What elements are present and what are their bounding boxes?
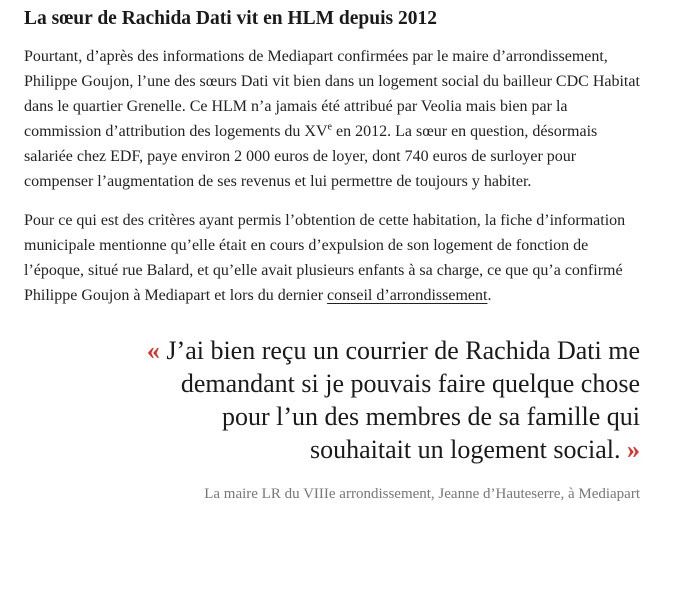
quote-attribution: La maire LR du VIIIe arrondissement, Jeanne d’Hauteserre, à Mediapart bbox=[204, 486, 640, 502]
article-heading: La sœur de Rachida Dati vit en HLM depuis 2012 bbox=[24, 8, 437, 29]
paragraph-1 bbox=[24, 44, 644, 194]
quote-open-mark: « bbox=[146, 336, 160, 365]
paragraph-1-text-end: en 2012. La sœur en question, désormais salariée chez EDF, paye environ 2 000 euros de loyer, dont 740 euros de surloyer pour compenser l’augmentation de ses revenus et lui permettre de toujours y habiter. bbox=[24, 123, 598, 190]
paragraph-2-text: Pour ce qui est des critères ayant permis l’obtention de cette habitation, la fiche d’information municipale mentionne qu’elle était en cours d’expulsion de son logement de fonction de l’époque, situé rue Balard, et qu’elle avait plusieurs enfants à sa charge, ce que qu’a confirmé Philippe Goujon à Mediapart et lors du dernier bbox=[24, 212, 626, 304]
paragraph-1-superscript: e bbox=[327, 121, 332, 133]
paragraph-2 bbox=[24, 208, 644, 308]
paragraph-2-end: . bbox=[487, 287, 492, 304]
article bbox=[24, 6, 644, 504]
quote-close-mark: » bbox=[627, 435, 640, 464]
quote-text: J’ai bien reçu un courrier de Rachida Dati me demandant si je pouvais faire quelque chose pour l’un des membres de sa famille qui souhaitait un logement social. bbox=[159, 336, 640, 464]
paragraph-1-text: Pourtant, d’après des informations de Mediapart confirmées par le maire d’arrondissement, Philippe Goujon, l’une des sœurs Dati vit bien dans un logement social du bailleur CDC Habitat dans le quartier Grenelle. Ce HLM n’a jamais été attribué par Veolia mais bien par la commission d’attribution des logements du XV bbox=[24, 48, 640, 140]
pull-quote bbox=[24, 334, 644, 466]
conseil-arrondissement-link[interactable]: conseil d’arrondissement bbox=[327, 287, 488, 304]
